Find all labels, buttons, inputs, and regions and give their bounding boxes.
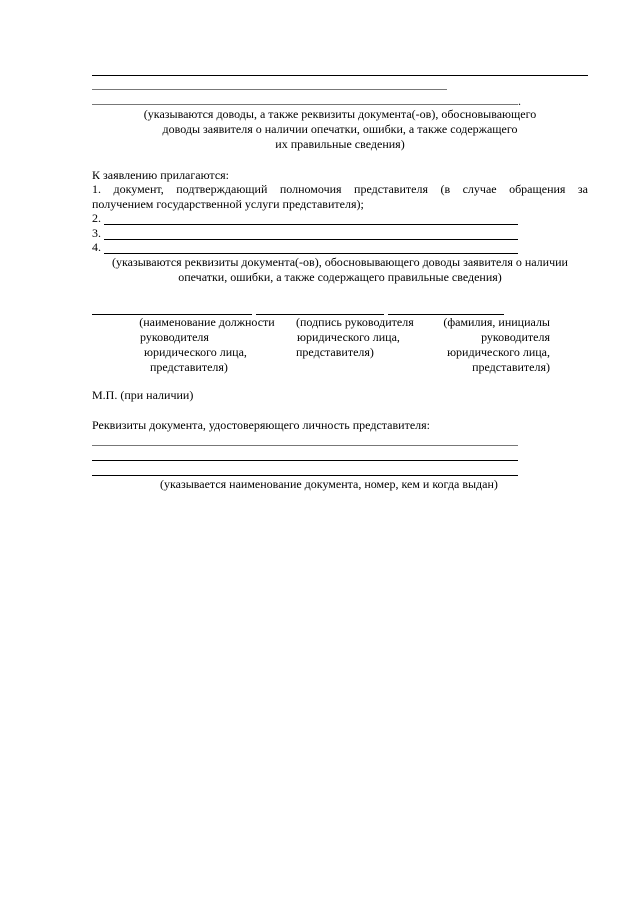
signature-position-caption-line-1: (наименование должности (139, 315, 275, 329)
attachments-caption-line-1: (указываются реквизиты документа(-ов), обосновывающего доводы заявителя о наличии (112, 255, 568, 269)
identity-line-3 (92, 475, 518, 476)
signature-sign-caption-line-1: (подпись руководителя (296, 315, 414, 329)
justification-line-3 (92, 104, 518, 105)
attachment-item-2-number: 2. (92, 211, 101, 225)
signature-name-caption (420, 315, 550, 375)
stamp-label: М.П. (при наличии) (92, 388, 194, 402)
identity-line-2 (92, 460, 518, 461)
attachment-item-4-number: 4. (92, 240, 101, 254)
signature-name-caption-line-3: юридического лица, (447, 345, 550, 359)
signature-name-caption-line-2: руководителя (481, 330, 550, 344)
attachment-item-1-line-2: получением государственной услуги представителя); (92, 197, 364, 211)
justification-caption-line-2: доводы заявителя о наличии опечатки, ошибки, а также содержащего (162, 122, 518, 136)
justification-line-1 (92, 75, 588, 76)
attachment-item-4-line (104, 253, 518, 254)
signature-position-caption-line-3: юридического лица, (144, 345, 247, 359)
signature-position-caption-line-4: представителя) (150, 360, 228, 374)
identity-line-1 (92, 445, 518, 446)
signature-sign-caption-line-2: юридического лица, (297, 330, 400, 344)
attachment-item-3-number: 3. (92, 226, 101, 240)
attachment-item-1-line-1: 1. документ, подтверждающий полномочия представителя (в случае обращения за (92, 182, 588, 196)
signature-position-caption-line-2: руководителя (140, 330, 209, 344)
identity-heading: Реквизиты документа, удостоверяющего личность представителя: (92, 418, 430, 432)
justification-caption-line-3: их правильные сведения) (275, 137, 405, 151)
signature-name-caption-line-4: представителя) (472, 360, 550, 374)
attachment-item-3-line (104, 239, 518, 240)
justification-caption-line-1: (указываются доводы, а также реквизиты документа(-ов), обосновывающего (143, 107, 537, 121)
signature-name-caption-line-1: (фамилия, инициалы (443, 315, 550, 329)
signature-sign-caption (296, 315, 426, 360)
identity-caption: (указывается наименование документа, номер, кем и когда выдан) (160, 477, 498, 491)
attachment-item-2-line (104, 224, 518, 225)
attachments-heading: К заявлению прилагаются: (92, 168, 230, 182)
signature-position-caption (120, 315, 294, 375)
justification-trailing-dot: . (518, 94, 521, 108)
justification-line-2 (92, 89, 447, 90)
attachments-caption-line-2: опечатки, ошибки, а также содержащего правильные сведения) (178, 270, 502, 284)
signature-sign-caption-line-3: представителя) (296, 345, 374, 359)
